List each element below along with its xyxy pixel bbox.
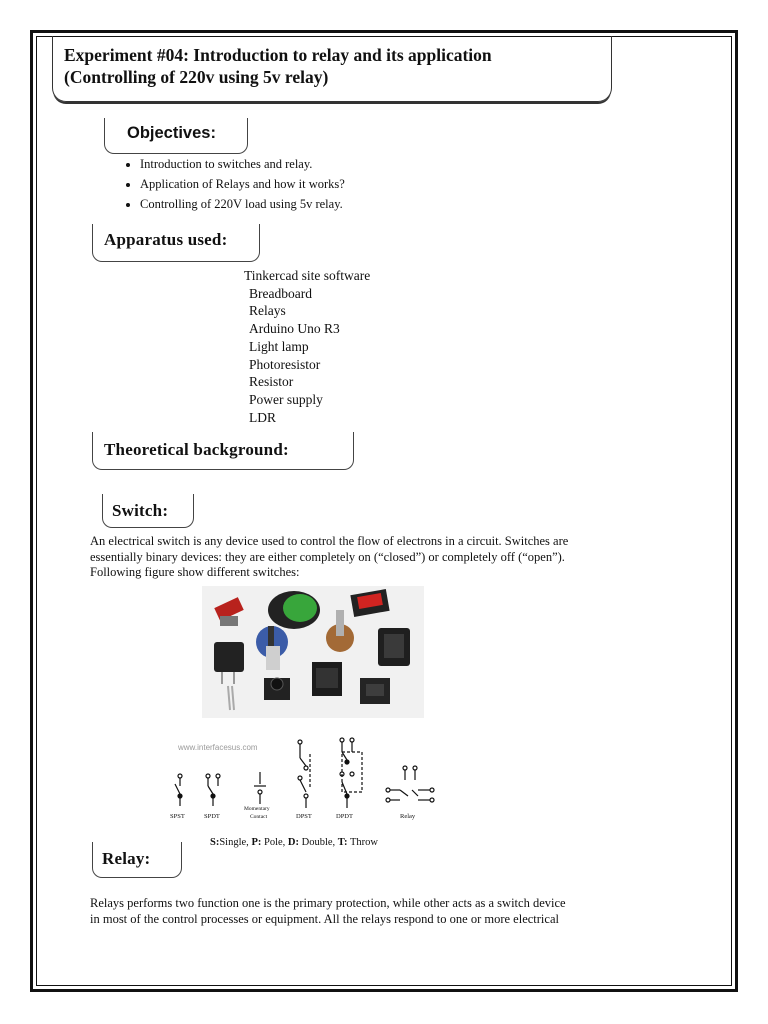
- switch-symbols-diagram: [160, 734, 450, 826]
- caption-t-key: T:: [337, 837, 348, 848]
- relay-heading: Relay:: [102, 849, 151, 868]
- label-spst: SPST: [170, 813, 185, 820]
- list-item: Resistor: [249, 374, 294, 390]
- caption-s-val: Single,: [219, 837, 252, 848]
- caption-d-val: Double,: [299, 837, 338, 848]
- push-button-image: [268, 591, 320, 629]
- label-spdt: SPDT: [204, 813, 220, 820]
- square-rocker-image: [312, 662, 342, 696]
- label-momentary: Momentary: [244, 806, 270, 812]
- objectives-heading: Objectives:: [127, 124, 216, 142]
- list-item: Breadboard: [249, 285, 312, 301]
- switches-photo: [202, 586, 424, 718]
- caption-t-val: Throw: [347, 837, 378, 848]
- title-line-1: Experiment #04: Introduction to relay and its application: [64, 45, 492, 65]
- page-title: [64, 44, 492, 88]
- relay-line-2: in most of the control processes or equipment. All the relays respond to one or more electrical: [90, 911, 559, 926]
- label-relay: Relay: [400, 813, 416, 820]
- list-item: Relays: [249, 303, 286, 319]
- label-dpdt: DPDT: [336, 813, 353, 820]
- list-item: Photoresistor: [249, 356, 321, 372]
- caption-s-key: S:: [210, 837, 220, 848]
- list-item: Power supply: [249, 391, 323, 407]
- title-line-2: (Controlling of 220v using 5v relay): [64, 67, 329, 87]
- list-item: • Application of Relays and how it works?: [140, 174, 345, 194]
- apparatus-heading: Apparatus used:: [104, 230, 228, 249]
- list-item: • Controlling of 220V load using 5v relay.: [140, 194, 345, 214]
- list-item: LDR: [249, 409, 276, 425]
- apparatus-list: [244, 267, 370, 426]
- relay-line-1: Relays performs two function one is the primary protection, while other acts as a switch device: [90, 896, 566, 910]
- small-rocker-image: [360, 678, 390, 704]
- switch-line-3: Following figure show different switches:: [90, 565, 300, 579]
- caption-p-val: Pole,: [261, 837, 288, 848]
- black-rocker-image: [378, 628, 410, 666]
- switch-caption: [210, 837, 378, 848]
- tactile-button-image: [264, 678, 290, 700]
- diagram-watermark: www.interfacesus.com: [178, 743, 258, 752]
- switch-heading: Switch:: [112, 501, 169, 520]
- list-item: • Introduction to switches and relay.: [140, 154, 345, 174]
- caption-p-key: P:: [251, 837, 262, 848]
- list-item: Arduino Uno R3: [249, 321, 340, 337]
- switch-line-2: essentially binary devices: they are either completely on (“closed”) or completely off (“open”).: [90, 549, 565, 564]
- list-item: Light lamp: [249, 338, 309, 354]
- objectives-list: [100, 154, 345, 214]
- list-item: Tinkercad site software: [244, 268, 371, 283]
- relay-paragraph: [90, 896, 690, 927]
- theory-heading: Theoretical background:: [104, 440, 289, 459]
- caption-d-key: D:: [287, 837, 299, 848]
- switch-line-1: An electrical switch is any device used to control the flow of electrons in a circuit. Switches are: [90, 534, 569, 548]
- label-dpst: DPST: [296, 813, 312, 820]
- label-contact: Contact: [250, 814, 268, 820]
- switch-paragraph: [90, 534, 690, 581]
